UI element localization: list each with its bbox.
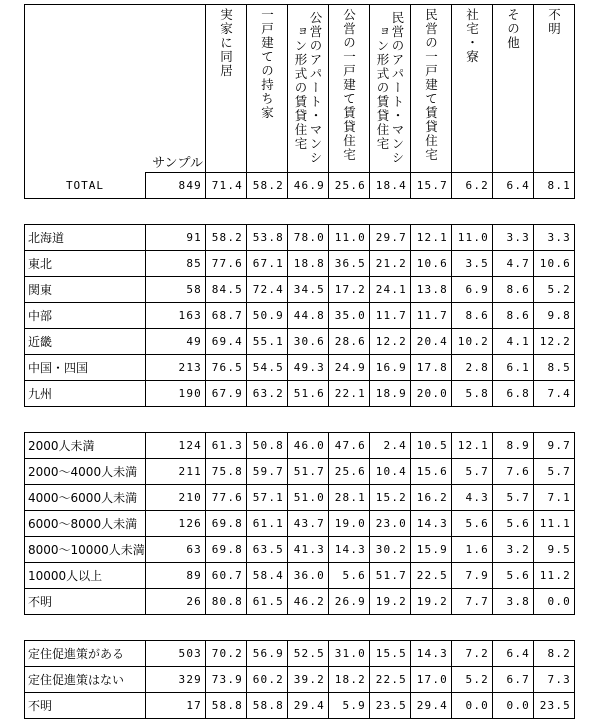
value-cell: 57.1 <box>247 485 288 511</box>
value-cell: 5.6 <box>493 563 534 589</box>
value-cell: 76.5 <box>206 355 247 381</box>
value-cell: 15.2 <box>370 485 411 511</box>
row-label: 東北 <box>25 251 146 277</box>
sample-count: 210 <box>146 485 206 511</box>
value-cell: 11.7 <box>370 303 411 329</box>
value-cell: 17.2 <box>329 277 370 303</box>
policy-table <box>24 640 575 719</box>
value-cell: 15.6 <box>411 459 452 485</box>
table-row <box>25 563 575 589</box>
value-cell: 5.6 <box>452 511 493 537</box>
value-cell: 6.1 <box>493 355 534 381</box>
value-cell: 60.7 <box>206 563 247 589</box>
column-header: 一戸建ての持ち家 <box>247 5 288 173</box>
row-label: 近畿 <box>25 329 146 355</box>
column-header: 公営のアパート・マンション形式の賃貸住宅 <box>288 5 329 173</box>
value-cell: 8.9 <box>493 433 534 459</box>
value-cell: 14.3 <box>411 511 452 537</box>
value-cell: 23.5 <box>370 693 411 719</box>
value-cell: 20.4 <box>411 329 452 355</box>
value-cell: 22.5 <box>411 563 452 589</box>
table-row <box>25 225 575 251</box>
value-cell: 17.0 <box>411 667 452 693</box>
value-cell: 5.8 <box>452 381 493 407</box>
value-cell: 7.1 <box>534 485 575 511</box>
table-row <box>25 667 575 693</box>
value-cell: 52.5 <box>288 641 329 667</box>
value-cell: 0.0 <box>534 589 575 615</box>
value-cell: 16.9 <box>370 355 411 381</box>
value-cell: 16.2 <box>411 485 452 511</box>
value-cell: 5.7 <box>452 459 493 485</box>
value-cell: 50.9 <box>247 303 288 329</box>
value-cell: 8.6 <box>493 277 534 303</box>
value-cell: 19.2 <box>411 589 452 615</box>
value-cell: 51.7 <box>288 459 329 485</box>
header-table <box>24 4 575 199</box>
sample-count: 17 <box>146 693 206 719</box>
table-row <box>25 693 575 719</box>
sample-count: 85 <box>146 251 206 277</box>
sample-count: 163 <box>146 303 206 329</box>
value-cell: 46.9 <box>288 173 329 199</box>
value-cell: 9.5 <box>534 537 575 563</box>
value-cell: 13.8 <box>411 277 452 303</box>
table-row <box>25 303 575 329</box>
value-cell: 4.3 <box>452 485 493 511</box>
row-label: 4000～6000人未満 <box>25 485 146 511</box>
value-cell: 25.6 <box>329 173 370 199</box>
value-cell: 24.9 <box>329 355 370 381</box>
sample-count: 91 <box>146 225 206 251</box>
value-cell: 7.9 <box>452 563 493 589</box>
region-table <box>24 224 575 407</box>
value-cell: 25.6 <box>329 459 370 485</box>
value-cell: 63.5 <box>247 537 288 563</box>
value-cell: 6.4 <box>493 641 534 667</box>
value-cell: 68.7 <box>206 303 247 329</box>
value-cell: 78.0 <box>288 225 329 251</box>
row-label: 2000人未満 <box>25 433 146 459</box>
table-row <box>25 277 575 303</box>
value-cell: 73.9 <box>206 667 247 693</box>
value-cell: 12.2 <box>370 329 411 355</box>
value-cell: 34.5 <box>288 277 329 303</box>
value-cell: 53.8 <box>247 225 288 251</box>
table-row <box>25 251 575 277</box>
sample-count: 213 <box>146 355 206 381</box>
value-cell: 54.5 <box>247 355 288 381</box>
value-cell: 7.6 <box>493 459 534 485</box>
value-cell: 18.9 <box>370 381 411 407</box>
table-row <box>25 485 575 511</box>
value-cell: 3.5 <box>452 251 493 277</box>
value-cell: 3.8 <box>493 589 534 615</box>
value-cell: 49.3 <box>288 355 329 381</box>
value-cell: 29.4 <box>288 693 329 719</box>
value-cell: 36.5 <box>329 251 370 277</box>
value-cell: 80.8 <box>206 589 247 615</box>
value-cell: 29.7 <box>370 225 411 251</box>
value-cell: 58.4 <box>247 563 288 589</box>
sample-count: 63 <box>146 537 206 563</box>
value-cell: 5.2 <box>452 667 493 693</box>
value-cell: 30.6 <box>288 329 329 355</box>
value-cell: 23.5 <box>534 693 575 719</box>
column-header: 民営の一戸建て賃貸住宅 <box>411 5 452 173</box>
value-cell: 22.1 <box>329 381 370 407</box>
value-cell: 0.0 <box>452 693 493 719</box>
value-cell: 51.7 <box>370 563 411 589</box>
value-cell: 9.7 <box>534 433 575 459</box>
row-label: 中部 <box>25 303 146 329</box>
value-cell: 12.2 <box>534 329 575 355</box>
row-label: 6000～8000人未満 <box>25 511 146 537</box>
sample-count: 329 <box>146 667 206 693</box>
value-cell: 39.2 <box>288 667 329 693</box>
value-cell: 55.1 <box>247 329 288 355</box>
value-cell: 15.5 <box>370 641 411 667</box>
value-cell: 58.8 <box>247 693 288 719</box>
value-cell: 50.8 <box>247 433 288 459</box>
population-table <box>24 432 575 615</box>
value-cell: 69.8 <box>206 537 247 563</box>
column-header: 公営の一戸建て賃貸住宅 <box>329 5 370 173</box>
table-row <box>25 511 575 537</box>
value-cell: 69.4 <box>206 329 247 355</box>
value-cell: 63.2 <box>247 381 288 407</box>
column-header: 社宅・寮 <box>452 5 493 173</box>
value-cell: 14.3 <box>411 641 452 667</box>
value-cell: 24.1 <box>370 277 411 303</box>
row-label: 定住促進策がある <box>25 641 146 667</box>
value-cell: 58.2 <box>247 173 288 199</box>
value-cell: 67.9 <box>206 381 247 407</box>
row-label: 10000人以上 <box>25 563 146 589</box>
value-cell: 60.2 <box>247 667 288 693</box>
value-cell: 11.7 <box>411 303 452 329</box>
value-cell: 70.2 <box>206 641 247 667</box>
value-cell: 61.3 <box>206 433 247 459</box>
value-cell: 46.2 <box>288 589 329 615</box>
sample-count: 26 <box>146 589 206 615</box>
value-cell: 19.0 <box>329 511 370 537</box>
value-cell: 69.8 <box>206 511 247 537</box>
value-cell: 14.3 <box>329 537 370 563</box>
value-cell: 20.0 <box>411 381 452 407</box>
total-label: TOTAL <box>25 173 146 199</box>
value-cell: 5.7 <box>493 485 534 511</box>
row-label: 関東 <box>25 277 146 303</box>
value-cell: 7.2 <box>452 641 493 667</box>
row-label: 不明 <box>25 589 146 615</box>
value-cell: 31.0 <box>329 641 370 667</box>
value-cell: 6.7 <box>493 667 534 693</box>
total-row <box>25 173 575 199</box>
value-cell: 5.9 <box>329 693 370 719</box>
value-cell: 30.2 <box>370 537 411 563</box>
value-cell: 72.4 <box>247 277 288 303</box>
value-cell: 47.6 <box>329 433 370 459</box>
value-cell: 84.5 <box>206 277 247 303</box>
value-cell: 6.4 <box>493 173 534 199</box>
table-row <box>25 537 575 563</box>
sample-count: 89 <box>146 563 206 589</box>
value-cell: 22.5 <box>370 667 411 693</box>
value-cell: 59.7 <box>247 459 288 485</box>
value-cell: 5.6 <box>329 563 370 589</box>
value-cell: 4.7 <box>493 251 534 277</box>
table-row <box>25 589 575 615</box>
value-cell: 5.2 <box>534 277 575 303</box>
value-cell: 77.6 <box>206 485 247 511</box>
value-cell: 18.2 <box>329 667 370 693</box>
table-row <box>25 641 575 667</box>
value-cell: 18.8 <box>288 251 329 277</box>
value-cell: 11.0 <box>452 225 493 251</box>
column-header: 不明 <box>534 5 575 173</box>
row-label: 九州 <box>25 381 146 407</box>
value-cell: 5.7 <box>534 459 575 485</box>
value-cell: 77.6 <box>206 251 247 277</box>
value-cell: 12.1 <box>411 225 452 251</box>
value-cell: 11.2 <box>534 563 575 589</box>
value-cell: 15.9 <box>411 537 452 563</box>
value-cell: 43.7 <box>288 511 329 537</box>
value-cell: 29.4 <box>411 693 452 719</box>
row-label: 定住促進策はない <box>25 667 146 693</box>
value-cell: 8.6 <box>493 303 534 329</box>
value-cell: 11.0 <box>329 225 370 251</box>
sample-count: 49 <box>146 329 206 355</box>
value-cell: 41.3 <box>288 537 329 563</box>
value-cell: 21.2 <box>370 251 411 277</box>
value-cell: 61.1 <box>247 511 288 537</box>
value-cell: 71.4 <box>206 173 247 199</box>
value-cell: 0.0 <box>493 693 534 719</box>
sample-count: 211 <box>146 459 206 485</box>
column-header: 民営のアパート・マンション形式の賃貸住宅 <box>370 5 411 173</box>
value-cell: 7.4 <box>534 381 575 407</box>
row-label: 2000～4000人未満 <box>25 459 146 485</box>
value-cell: 58.8 <box>206 693 247 719</box>
sample-count: 849 <box>146 173 206 199</box>
value-cell: 2.8 <box>452 355 493 381</box>
value-cell: 6.8 <box>493 381 534 407</box>
value-cell: 8.5 <box>534 355 575 381</box>
table-row <box>25 459 575 485</box>
table-row <box>25 433 575 459</box>
value-cell: 15.7 <box>411 173 452 199</box>
value-cell: 46.0 <box>288 433 329 459</box>
value-cell: 67.1 <box>247 251 288 277</box>
value-cell: 6.2 <box>452 173 493 199</box>
value-cell: 11.1 <box>534 511 575 537</box>
value-cell: 6.9 <box>452 277 493 303</box>
table-row <box>25 329 575 355</box>
value-cell: 3.2 <box>493 537 534 563</box>
row-label: 中国・四国 <box>25 355 146 381</box>
value-cell: 61.5 <box>247 589 288 615</box>
value-cell: 44.8 <box>288 303 329 329</box>
value-cell: 51.6 <box>288 381 329 407</box>
value-cell: 51.0 <box>288 485 329 511</box>
value-cell: 36.0 <box>288 563 329 589</box>
value-cell: 10.2 <box>452 329 493 355</box>
value-cell: 5.6 <box>493 511 534 537</box>
value-cell: 7.7 <box>452 589 493 615</box>
value-cell: 8.2 <box>534 641 575 667</box>
column-header-row <box>25 5 575 173</box>
row-label: 北海道 <box>25 225 146 251</box>
value-cell: 1.6 <box>452 537 493 563</box>
value-cell: 10.6 <box>534 251 575 277</box>
row-label: 8000～10000人未満 <box>25 537 146 563</box>
value-cell: 8.6 <box>452 303 493 329</box>
value-cell: 28.6 <box>329 329 370 355</box>
table-row <box>25 355 575 381</box>
row-label: 不明 <box>25 693 146 719</box>
value-cell: 10.6 <box>411 251 452 277</box>
value-cell: 4.1 <box>493 329 534 355</box>
value-cell: 23.0 <box>370 511 411 537</box>
corner-cell <box>25 5 206 173</box>
value-cell: 3.3 <box>493 225 534 251</box>
value-cell: 18.4 <box>370 173 411 199</box>
value-cell: 26.9 <box>329 589 370 615</box>
value-cell: 28.1 <box>329 485 370 511</box>
value-cell: 3.3 <box>534 225 575 251</box>
sample-label: サンプル <box>152 156 203 171</box>
value-cell: 19.2 <box>370 589 411 615</box>
sample-count: 58 <box>146 277 206 303</box>
table-row <box>25 381 575 407</box>
value-cell: 35.0 <box>329 303 370 329</box>
value-cell: 58.2 <box>206 225 247 251</box>
value-cell: 7.3 <box>534 667 575 693</box>
value-cell: 9.8 <box>534 303 575 329</box>
value-cell: 17.8 <box>411 355 452 381</box>
sample-count: 126 <box>146 511 206 537</box>
value-cell: 10.5 <box>411 433 452 459</box>
value-cell: 2.4 <box>370 433 411 459</box>
value-cell: 56.9 <box>247 641 288 667</box>
sample-count: 124 <box>146 433 206 459</box>
column-header: その他 <box>493 5 534 173</box>
column-header: 実家に同居 <box>206 5 247 173</box>
sample-count: 503 <box>146 641 206 667</box>
sample-count: 190 <box>146 381 206 407</box>
value-cell: 8.1 <box>534 173 575 199</box>
value-cell: 12.1 <box>452 433 493 459</box>
value-cell: 10.4 <box>370 459 411 485</box>
value-cell: 75.8 <box>206 459 247 485</box>
